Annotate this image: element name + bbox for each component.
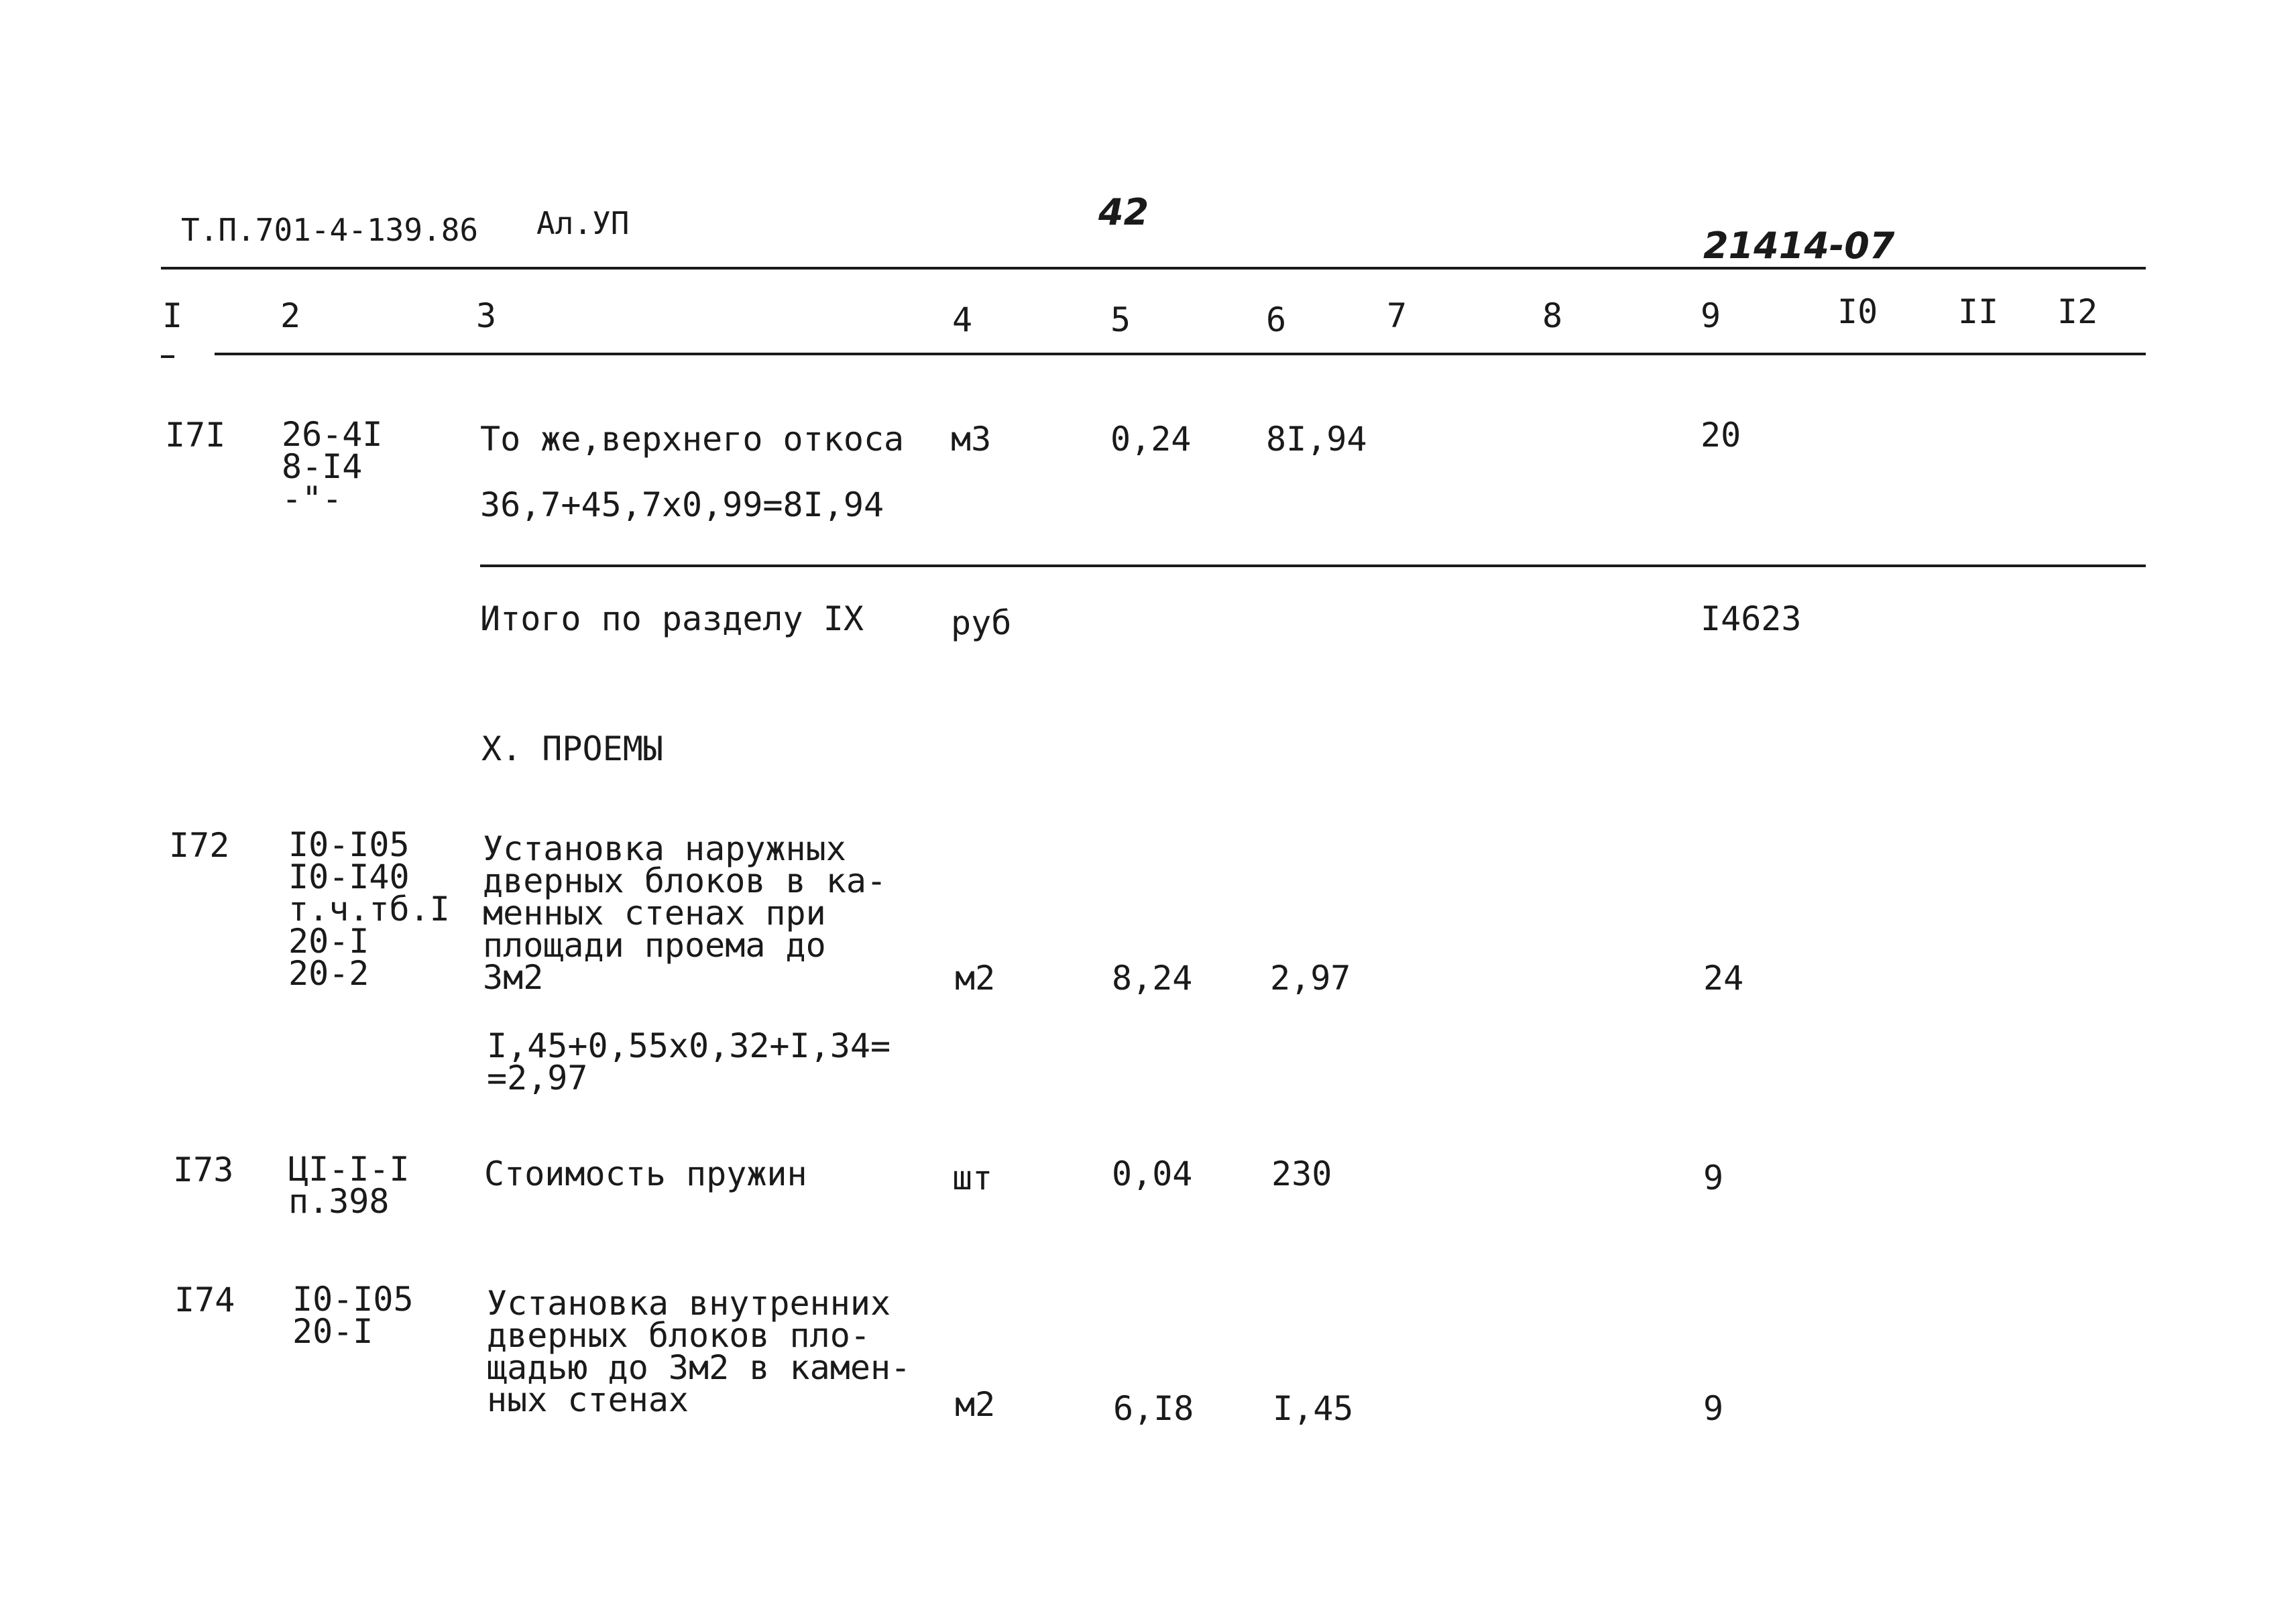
section-total-label: Итого по разделу IX <box>480 599 864 638</box>
document-code: Т.П.701-4-139.86 <box>181 212 479 248</box>
value-col6: 8I,94 <box>1266 420 1367 459</box>
column-number: 7 <box>1387 296 1408 335</box>
calculation: 36,7+45,7х0,99=8I,94 <box>480 485 884 524</box>
norm-code: 26-4I 8-I4 -"- <box>282 415 383 518</box>
header-bottom-rule <box>215 353 2146 355</box>
work-description: Стоимость пружин <box>484 1154 807 1193</box>
unit: м2 <box>955 959 996 998</box>
section-total-value: I4623 <box>1701 599 1802 638</box>
column-number: I2 <box>2057 292 2098 331</box>
value-col9: 9 <box>1703 1158 1724 1197</box>
value-col6: 2,97 <box>1270 959 1351 998</box>
calculation: I,45+0,55х0,32+I,34= =2,97 <box>487 1026 891 1097</box>
unit: руб <box>951 603 1012 642</box>
value-col5: 0,24 <box>1110 420 1192 459</box>
value-col9: 24 <box>1703 959 1744 998</box>
norm-code: ЦI-I-I п.398 <box>288 1150 410 1221</box>
work-description: Установка внутренних дверных блоков пло- щадью до 3м2 в камен- ных стенах <box>487 1284 911 1419</box>
row-number: I73 <box>173 1150 234 1189</box>
value-col5: 0,04 <box>1112 1154 1193 1193</box>
work-description: Установка наружных дверных блоков в ка- менных стенах при площади проема до 3м2 <box>483 829 887 997</box>
subtotal-rule <box>480 564 2146 567</box>
column-number: I <box>162 296 183 335</box>
column-number: 3 <box>476 296 497 335</box>
row-number: I74 <box>174 1281 235 1319</box>
column-number: 5 <box>1110 300 1131 339</box>
value-col5: 8,24 <box>1112 959 1193 998</box>
norm-code: I0-I05 I0-I40 т.ч.тб.I 20-I 20-2 <box>288 825 450 993</box>
page-number: 42 <box>1098 191 1149 233</box>
row-number: I72 <box>169 826 230 865</box>
album-label: Ал.УП <box>536 205 630 241</box>
column-number: I0 <box>1837 292 1878 331</box>
column-number: 8 <box>1542 296 1563 335</box>
unit: м2 <box>955 1385 996 1424</box>
unit: м3 <box>951 420 992 459</box>
column-number: 2 <box>280 296 301 335</box>
value-col9: 9 <box>1703 1389 1724 1428</box>
row-number: I7I <box>165 416 226 455</box>
unit: шт <box>952 1158 993 1197</box>
value-col9: 20 <box>1701 416 1741 455</box>
column-number: II <box>1958 292 1999 331</box>
column-number: 6 <box>1266 300 1287 339</box>
value-col5: 6,I8 <box>1113 1389 1194 1428</box>
value-col6: I,45 <box>1273 1389 1354 1428</box>
column-number: 9 <box>1701 296 1721 335</box>
header-top-rule <box>161 267 2146 270</box>
column-number: 4 <box>952 300 973 339</box>
header-rule-tick <box>161 355 174 358</box>
work-description: То же,верхнего откоса <box>480 420 905 459</box>
value-col6: 230 <box>1271 1154 1332 1193</box>
handwritten-code: 21414-07 <box>1703 225 1895 267</box>
norm-code: I0-I05 20-I <box>292 1280 414 1351</box>
section-heading: Х. ПРОЕМЫ <box>481 729 663 768</box>
